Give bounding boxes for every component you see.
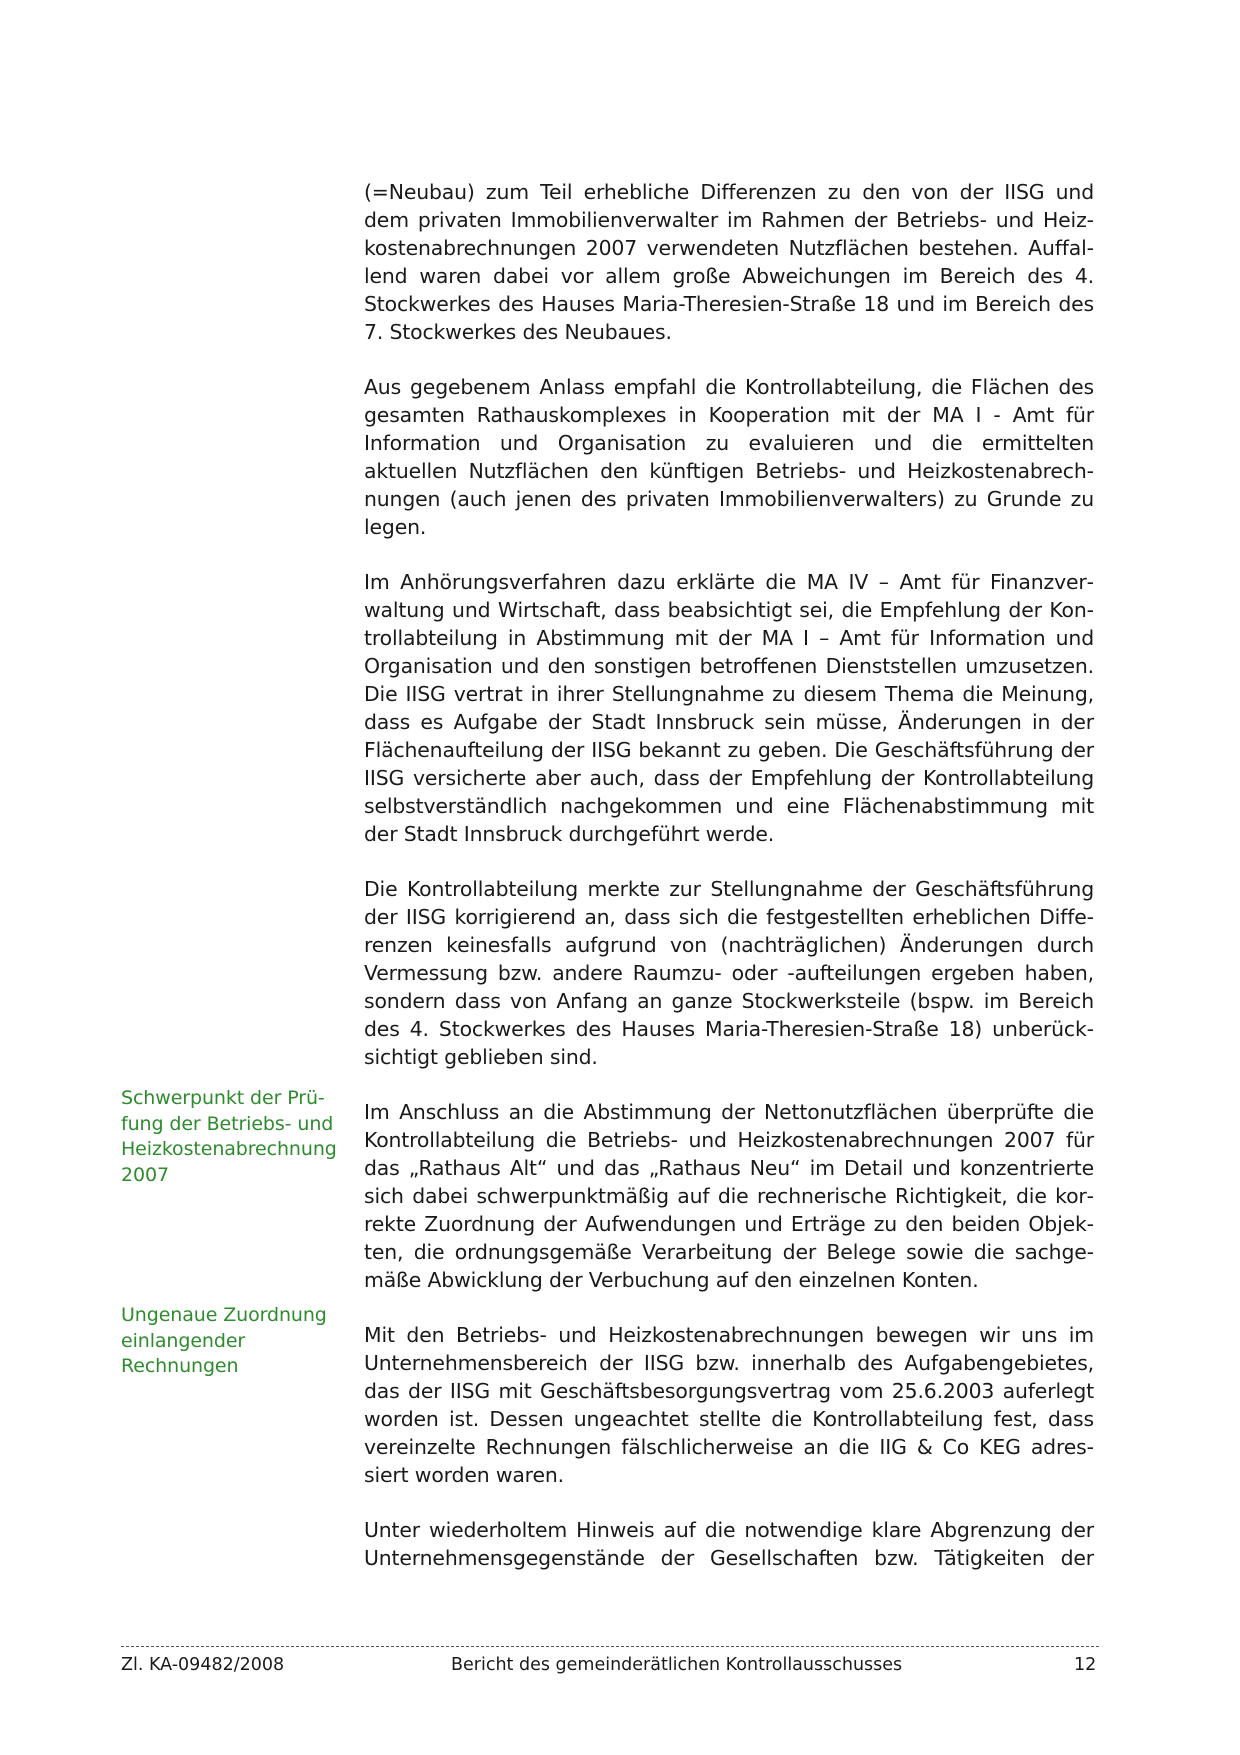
footer-title: Bericht des gemeinderätlichen Kontrollausschusses <box>451 1655 903 1675</box>
paragraph-3: Im Anhörungsverfahren dazu erklärte die MA IV – Amt für Finanzverwaltung und Wirtschaft, dass beabsichtigt sei, die Empfehlung der Kontrollabteilung in Abstimmung mit der MA I – Amt für Information und Organisation und den sonstigen betroffenen Dienststellen umzusetzen. Die IISG vertrat in ihrer Stellungnahme zu diesem Thema die Meinung, dass es Aufgabe der Stadt Innsbruck sein müsse, Änderungen in der Flächenaufteilung der IISG bekannt zu geben. Die Geschäftsführung der IISG versicherte aber auch, dass der Empfehlung der Kontrollabteilung selbstverständlich nachgekommen und eine Flächenabstimmung mit der Stadt Innsbruck durchgeführt werde. <box>364 570 1094 846</box>
paragraph-2: Aus gegebenem Anlass empfahl die Kontrollabteilung, die Flächen des gesamten Rathauskomplexes in Kooperation mit der MA I - Amt für Information und Organisation zu evaluieren und die ermittelten aktuellen Nutzflächen den künftigen Betriebs- und Heizkostenabrechnungen (auch jenen des privaten Immobilienverwalters) zu Grunde zu legen. <box>364 375 1094 539</box>
paragraph-5: Im Anschluss an die Abstimmung der Nettonutzflächen überprüfte die Kontrollabteilung die Betriebs- und Heizkostenabrechnungen 2007 für das „Rathaus Alt“ und das „Rathaus Neu“ im Detail und konzentrierte sich dabei schwerpunktmäßig auf die rechnerische Richtigkeit, die korrekte Zuordnung der Aufwendungen und Erträge zu den beiden Objekten, die ordnungsgemäße Verarbeitung der Belege sowie die sachgemäße Abwicklung der Verbuchung auf den einzelnen Konten. <box>364 1100 1094 1292</box>
body-text <box>364 178 1094 1599</box>
paragraph-1: (=Neubau) zum Teil erhebliche Differenzen zu den von der IISG und dem privaten Immobilienverwalter im Rahmen der Betriebs- und Heizkostenabrechnungen 2007 verwendeten Nutzflächen bestehen. Auffallend waren dabei vor allem große Abweichungen im Bereich des 4. Stockwerkes des Hauses Maria-Theresien-Straße 18 und im Bereich des 7. Stockwerkes des Neubaues. <box>364 180 1094 344</box>
paragraph-7: Unter wiederholtem Hinweis auf die notwendige klare Abgrenzung der Unternehmensgegenstände der Gesellschaften bzw. Tätigkeiten der <box>364 1518 1094 1570</box>
paragraph-4: Die Kontrollabteilung merkte zur Stellungnahme der Geschäftsführung der IISG korrigierend an, dass sich die festgestellten erheblichen Differenzen keinesfalls aufgrund von (nachträglichen) Änderungen durch Vermessung bzw. andere Raumzu- oder -aufteilungen ergeben haben, sondern dass von Anfang an ganze Stockwerksteile (bspw. im Bereich des 4. Stockwerkes des Hauses Maria-Theresien-Straße 18) unberücksichtigt geblieben sind. <box>364 877 1094 1069</box>
footer-reference: Zl. KA-09482/2008 <box>121 1655 285 1675</box>
margin-note-invoice-assignment: Ungenaue Zuordnung einlangender Rechnungen <box>121 1304 327 1377</box>
paragraph-6: Mit den Betriebs- und Heizkostenabrechnungen bewegen wir uns im Unternehmensbereich der IISG bzw. innerhalb des Aufgabengebietes, das der IISG mit Geschäftsbesorgungsvertrag vom 25.6.2003 auferlegt worden ist. Dessen ungeachtet stellte die Kontrollabteilung fest, dass vereinzelte Rechnungen fälschlicherweise an die IIG & Co KEG adressiert worden waren. <box>364 1323 1094 1487</box>
footer-divider <box>121 1646 1099 1647</box>
page-number: 12 <box>1074 1655 1097 1675</box>
margin-note-audit-focus: Schwerpunkt der Prüfung der Betriebs- und Heizkostenabrechnung 2007 <box>121 1087 337 1186</box>
